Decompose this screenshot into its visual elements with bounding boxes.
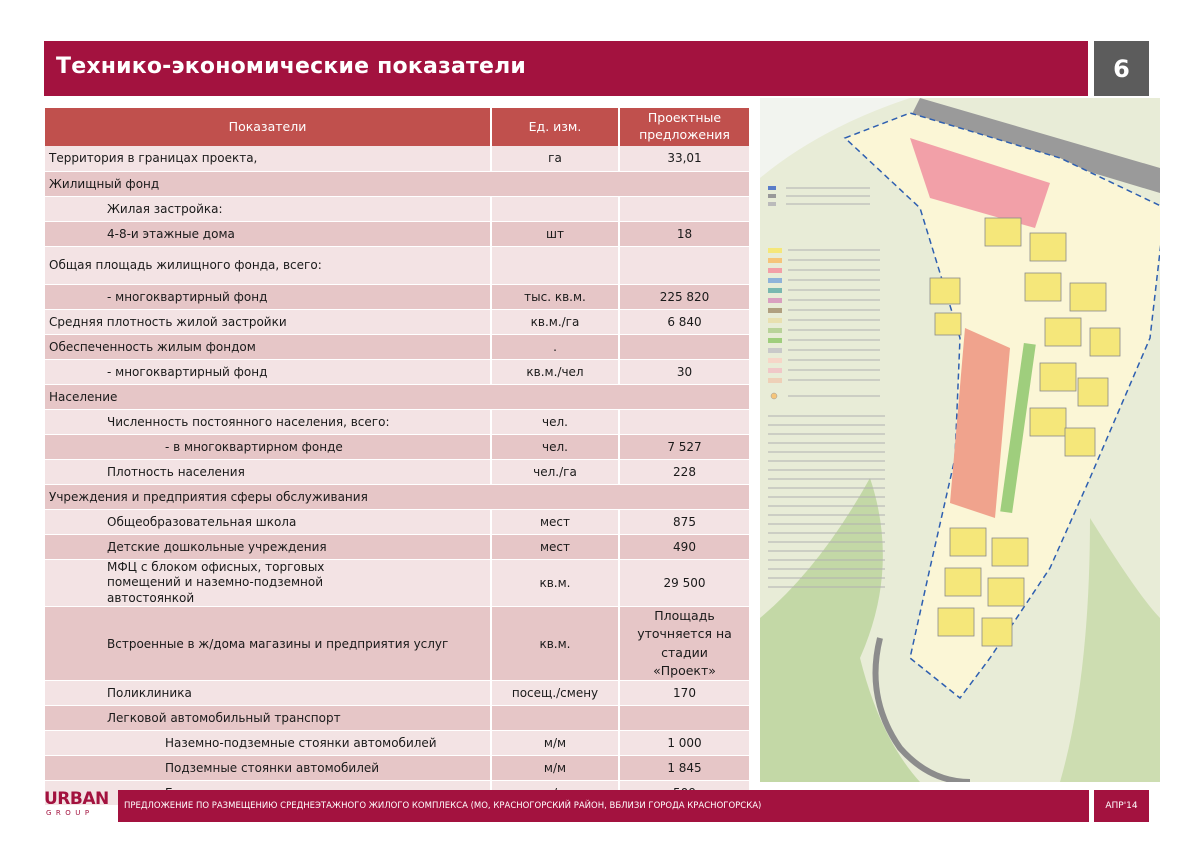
table-row	[45, 146, 749, 171]
row-value: 225 820	[619, 284, 749, 309]
header-value-text: Проектные предложения	[639, 110, 730, 142]
table-row	[45, 730, 749, 755]
row-unit: кв.м.	[491, 559, 619, 607]
row-label: Средняя плотность жилой застройки	[45, 309, 491, 334]
row-value	[619, 334, 749, 359]
section-label: Население	[45, 384, 749, 409]
table-row	[45, 359, 749, 384]
row-label: Численность постоянного населения, всего:	[45, 409, 491, 434]
row-value	[619, 196, 749, 221]
row-label: Подземные стоянки автомобилей	[45, 755, 491, 780]
row-unit: га	[491, 146, 619, 171]
row-label: Детские дошкольные учреждения	[45, 534, 491, 559]
table-row	[45, 459, 749, 484]
row-value: 30	[619, 359, 749, 384]
header-value	[619, 108, 749, 146]
table-row	[45, 559, 749, 607]
row-label: Общая площадь жилищного фонда, всего:	[45, 246, 491, 284]
row-label: Поликлиника	[45, 680, 491, 705]
row-unit: .	[491, 334, 619, 359]
row-unit: чел./га	[491, 459, 619, 484]
row-label: Встроенные в ж/дома магазины и предприятия услуг	[45, 607, 491, 681]
page-number: 6	[1094, 41, 1149, 96]
row-unit: чел.	[491, 434, 619, 459]
master-plan-map	[760, 98, 1160, 782]
row-label: Жилая застройка:	[45, 196, 491, 221]
row-unit: кв.м./чел	[491, 359, 619, 384]
table-row	[45, 434, 749, 459]
row-value: 1 000	[619, 730, 749, 755]
table-row	[45, 509, 749, 534]
row-value: 1 845	[619, 755, 749, 780]
row-label: 4-8-и этажные дома	[45, 221, 491, 246]
row-label: - многоквартирный фонд	[45, 284, 491, 309]
row-value	[619, 246, 749, 284]
row-value: 875	[619, 509, 749, 534]
table-row	[45, 309, 749, 334]
row-value: 29 500	[619, 559, 749, 607]
urban-group-logo	[44, 790, 108, 822]
logo-word: URBAN	[44, 789, 109, 809]
row-unit: мест	[491, 534, 619, 559]
table-row-section	[45, 484, 749, 509]
row-unit: кв.м.	[491, 607, 619, 681]
table-row-section	[45, 384, 749, 409]
row-unit: кв.м./га	[491, 309, 619, 334]
row-unit	[491, 705, 619, 730]
row-value: 490	[619, 534, 749, 559]
row-unit: м/м	[491, 730, 619, 755]
row-label: Обеспеченность жилым фондом	[45, 334, 491, 359]
row-unit: тыс. кв.м.	[491, 284, 619, 309]
table-row	[45, 221, 749, 246]
table-row	[45, 246, 749, 284]
row-value: 228	[619, 459, 749, 484]
row-label: МФЦ с блоком офисных, торговых помещений и наземно-подземной автостоянкой	[45, 559, 491, 607]
row-unit: шт	[491, 221, 619, 246]
table-row	[45, 534, 749, 559]
table-row	[45, 334, 749, 359]
table-row	[45, 755, 749, 780]
footer-bar	[118, 790, 1089, 822]
table-row-section	[45, 171, 749, 196]
table-row	[45, 607, 749, 681]
row-label: - многоквартирный фонд	[45, 359, 491, 384]
indicators-table	[45, 108, 749, 806]
row-value: 6 840	[619, 309, 749, 334]
row-value: 33,01	[619, 146, 749, 171]
row-label: Легковой автомобильный транспорт	[45, 705, 491, 730]
table-row	[45, 705, 749, 730]
header-indicator: Показатели	[45, 108, 491, 146]
footer-text: ПРЕДЛОЖЕНИЕ ПО РАЗМЕЩЕНИЮ СРЕДНЕЭТАЖНОГО ЖИЛОГО КОМПЛЕКСА (МО, КРАСНОГОРСКИЙ РАЙОН, ВБЛИЗИ ГОРОДА КРАСНОГОРСКА)	[124, 801, 762, 811]
row-label: Наземно-подземные стоянки автомобилей	[45, 730, 491, 755]
footer-date: АПР'14	[1094, 790, 1149, 822]
row-value: Площадь уточняется на стадии «Проект»	[619, 607, 749, 681]
table-row	[45, 409, 749, 434]
row-value: 18	[619, 221, 749, 246]
row-label: Общеобразовательная школа	[45, 509, 491, 534]
table-row	[45, 680, 749, 705]
row-label: Плотность населения	[45, 459, 491, 484]
page-title: Технико-экономические показатели	[56, 54, 527, 79]
header-unit: Ед. изм.	[491, 108, 619, 146]
row-unit: чел.	[491, 409, 619, 434]
table-row	[45, 196, 749, 221]
row-label: Территория в границах проекта,	[45, 146, 491, 171]
row-unit: м/м	[491, 755, 619, 780]
row-unit	[491, 196, 619, 221]
row-label: - в многоквартирном фонде	[45, 434, 491, 459]
logo-sub: GROUP	[46, 809, 94, 817]
row-unit: мест	[491, 509, 619, 534]
row-unit: посещ./смену	[491, 680, 619, 705]
table-row	[45, 284, 749, 309]
row-value: 170	[619, 680, 749, 705]
table-header-row	[45, 108, 749, 146]
row-value	[619, 409, 749, 434]
indicators-table-wrap	[45, 108, 749, 806]
row-value: 7 527	[619, 434, 749, 459]
section-label: Жилищный фонд	[45, 171, 749, 196]
row-value	[619, 705, 749, 730]
section-label: Учреждения и предприятия сферы обслуживания	[45, 484, 749, 509]
page-header	[44, 41, 1088, 96]
row-unit	[491, 246, 619, 284]
